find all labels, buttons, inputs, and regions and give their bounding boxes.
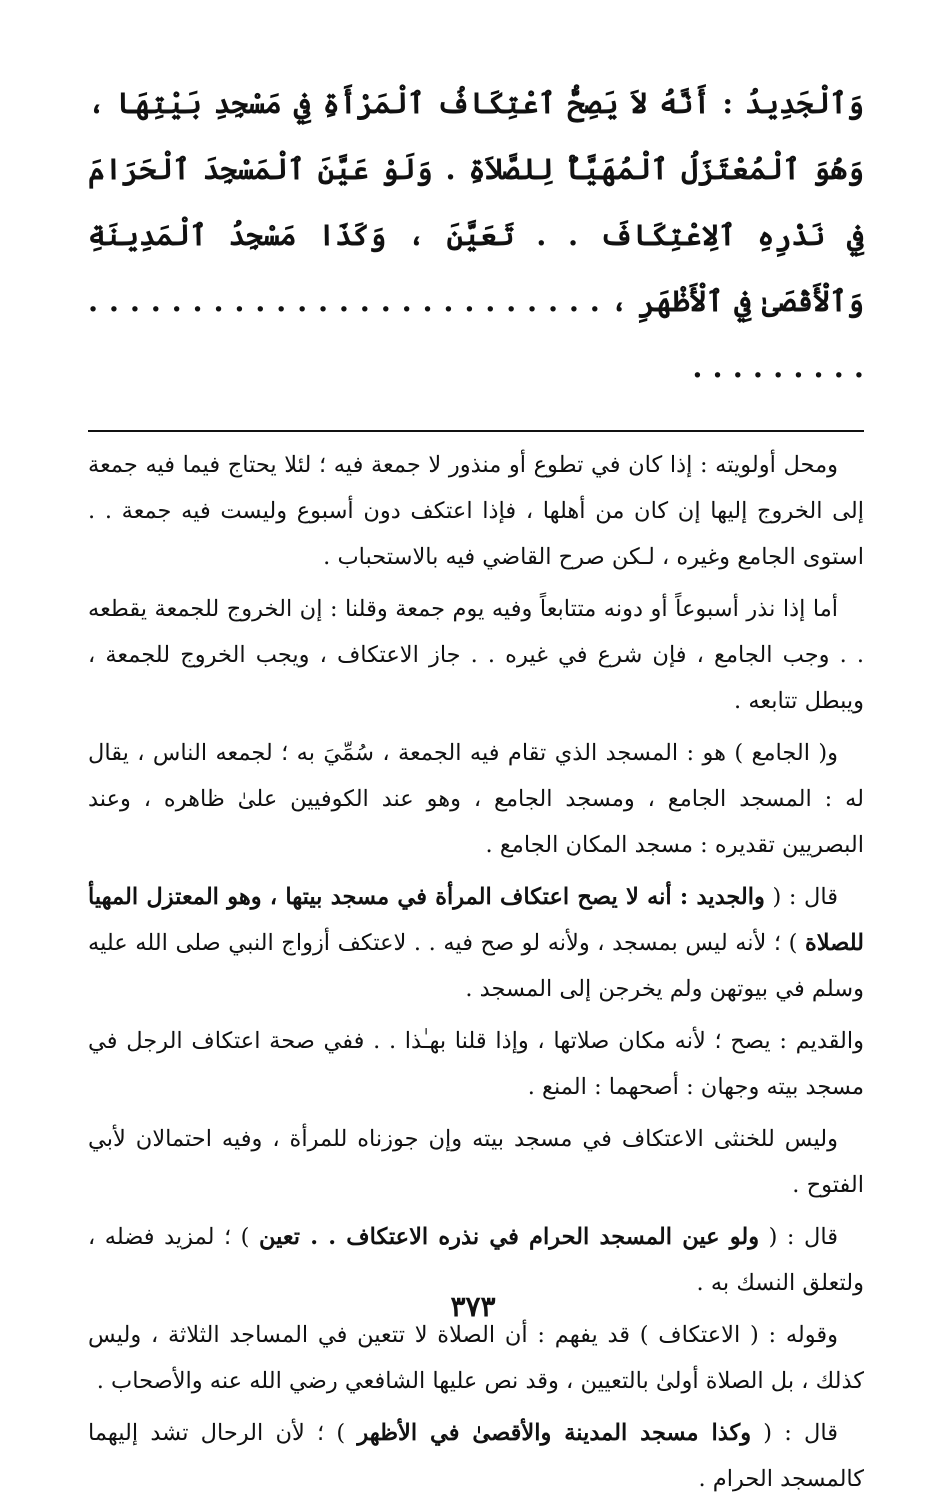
commentary-paragraph: وقوله : ( الاعتكاف ) قد يفهم : أن الصلاة لا تتعين في المساجد الثلاثة ، وليس كذلك ، بل الصلاة أولىٰ بالتعيين ، وقد نص عليها الشافعي رضي الله عنه والأصحاب . [88,1322,864,1394]
commentary-paragraph: ومحل أولويته : إذا كان في تطوع أو منذور لا جمعة فيه ؛ لئلا يحتاج فيما فيه جمعة إلى الخروج إليها إن كان من أهلها ، فإذا اعتكف دون أسبوع وليست فيه جمعة . . استوى الجامع وغيره ، لـكن صرح القاضي فيه بالاستحباب . [88,452,864,570]
commentary [88,442,864,1502]
commentary-paragraph: وليس للخنثى الاعتكاف في مسجد بيته وإن جوزناه للمرأة ، وفيه احتمالان لأبي الفتوح . [88,1126,864,1198]
commentary-paragraph [88,874,864,1012]
matn-text: وَٱلْجَدِيدُ : أَنَّهُ لاَ يَصِحُّ ٱعْتِكَافُ ٱلْمَرْأَةِ فِي مَسْجِدِ بَيْتِهَا ، وَهُوَ ٱلْمُعْتَزَلُ ٱلْمُهَيَّأُ لِلصَّلاَةِ . وَلَوْ عَيَّنَ ٱلْمَسْجِدَ ٱلْحَرَامَ فِي نَذْرِهِ ٱلِاعْتِكَافَ . . تَعَيَّنَ ، وَكَذَا مَسْجِدُ ٱلْمَدِينَةِ وَٱلْأَقْصَىٰ فِي ٱلْأَظْهَرِ ، . . . . . . . . . . . . . . . . . . . . . . . . . . . . . . . . . . [88,86,864,384]
commentary-paragraph: و( الجامع ) هو : المسجد الذي تقام فيه الجمعة ، سُمِّيَ به ؛ لجمعه الناس ، يقال له : المسجد الجامع ، ومسجد الجامع ، وهو عند الكوفيين علىٰ ظاهره ، وعند البصريين تقديره : مسجد المكان الجامع . [88,740,864,858]
commentary-paragraph: والقديم : يصح ؛ لأنه مكان صلاتها ، وإذا قلنا بهـٰذا . . ففي صحة اعتكاف الرجل في مسجد بيته وجهان : أصحهما : المنع . [88,1028,864,1100]
separator-line [88,430,864,432]
commentary-text: ) ؛ لأنه ليس بمسجد ، ولأنه لو صح فيه . . لاعتكف أزواج النبي صلى الله عليه وسلم في بيوتهن ولم يخرجن إلى المسجد . [88,930,864,1002]
commentary-text: ) ؛ لأن الرحال تشد إليهما كالمسجد الحرام . [88,1420,864,1492]
page-number: ٣٧٣ [450,1290,496,1323]
quote-lead: قال : ( [751,1420,839,1446]
commentary-text: ) ؛ لمزيد فضله ، ولتعلق النسك به . [88,1224,864,1296]
quote-lead: قال : ( [759,1224,838,1250]
commentary-paragraph: أما إذا نذر أسبوعاً أو دونه متتابعاً وفيه يوم جمعة وقلنا : إن الخروج للجمعة يقطعه . . وجب الجامع ، فإن شرع في غيره . . جاز الاعتكاف ، ويجب الخروج للجمعة ، ويبطل تتابعه . [88,596,864,714]
quoted-matn: وكذا مسجد المدينة والأقصىٰ في الأظهر [357,1420,752,1446]
quoted-matn: ولو عين المسجد الحرام في نذره الاعتكاف . . تعين [258,1224,760,1250]
quoted-matn: والجديد : أنه لا يصح اعتكاف المرأة في مسجد بيتها ، وهو المعتزل المهيأ للصلاة [88,884,864,956]
quote-lead: قال : ( [764,884,839,910]
commentary-paragraph [88,1410,864,1502]
